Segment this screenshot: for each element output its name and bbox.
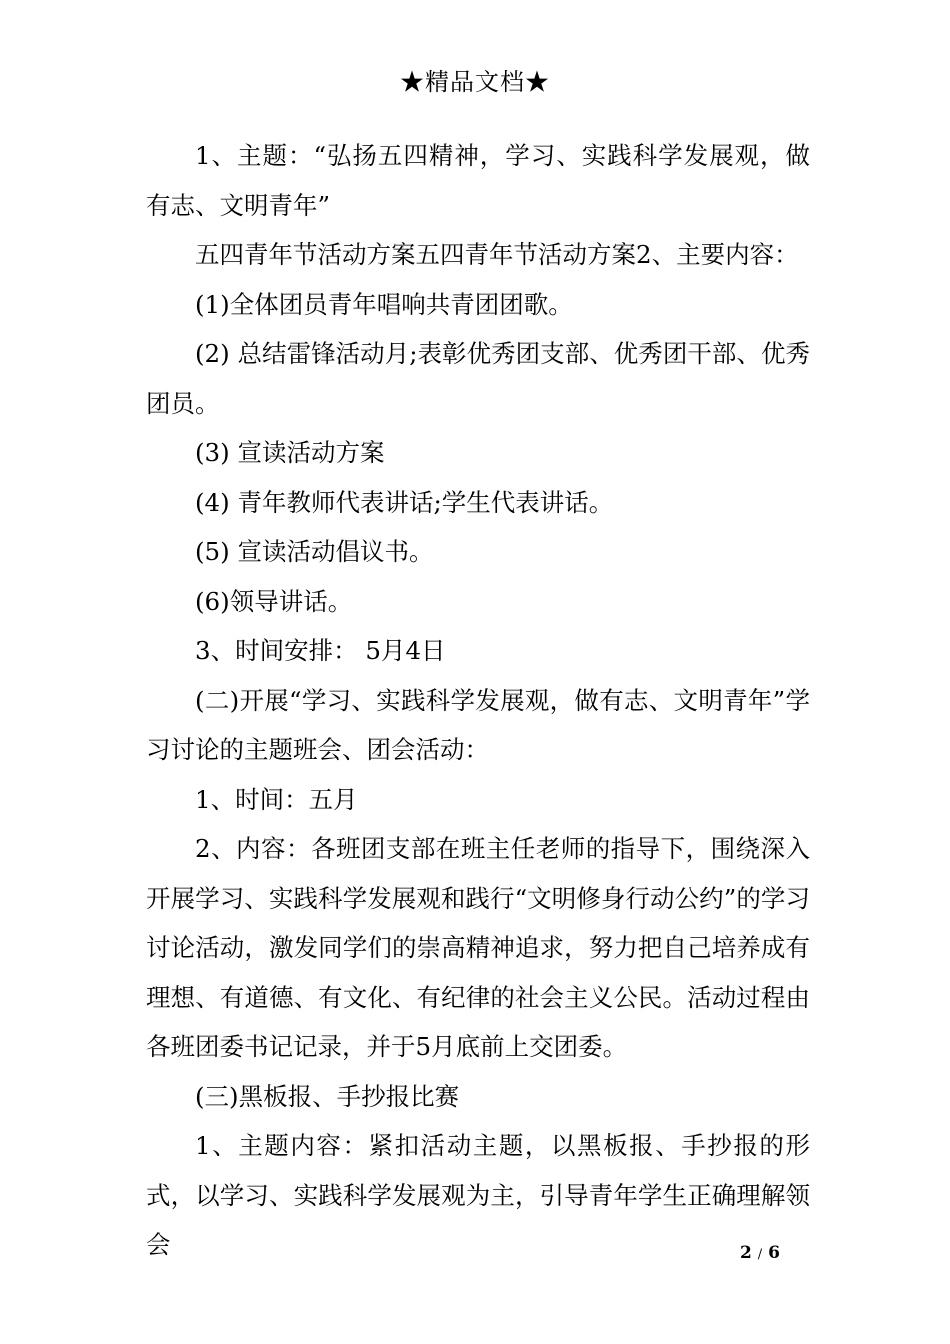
document-body — [146, 131, 810, 1270]
paragraph: 1、主题内容：紧扣活动主题，以黑板报、手抄报的形式，以学习、实践科学发展观为主，引导青年学生正确理解领会 — [146, 1131, 810, 1259]
paragraph: (1)全体团员青年唱响共青团团歌。 — [195, 289, 573, 319]
paragraph: 2、内容：各班团支部在班主任老师的指导下，围绕深入开展学习、实践科学发展观和践行“文明修身行动公约”的学习讨论活动，激发同学们的崇高精神追求，努力把自己培养成有理想、有道德、有文化、有纪律的社会主义公民。活动过程由各班团委书记记录，并于5月底前上交团委。 — [146, 834, 810, 1061]
paragraph: 3、时间安排： 5月4日 — [195, 636, 446, 665]
paragraph: (三)黑板报、手抄报比赛 — [195, 1081, 460, 1111]
paragraph: 1、时间：五月 — [195, 784, 358, 814]
paragraph: 1、主题：“弘扬五四精神，学习、实践科学发展观，做有志、文明青年” — [146, 141, 810, 220]
page-number-total: 6 — [768, 1243, 780, 1263]
paragraph: (4) 青年教师代表讲话;学生代表讲话。 — [195, 487, 614, 517]
paragraph: (二)开展“学习、实践科学发展观，做有志、文明青年”学习讨论的主题班会、团会活动： — [146, 685, 810, 764]
page-number-current: 2 — [740, 1243, 752, 1263]
paragraph: (3) 宣读活动方案 — [195, 438, 385, 467]
page-header-title: ★精品文档★ — [400, 68, 550, 96]
paragraph: (2) 总结雷锋活动月;表彰优秀团支部、优秀团干部、优秀团员。 — [146, 339, 810, 418]
page-number-separator: / — [757, 1247, 763, 1262]
paragraph: (5) 宣读活动倡议书。 — [195, 537, 434, 566]
page-number — [740, 1241, 780, 1267]
paragraph: 五四青年节活动方案五四青年节活动方案2、主要内容： — [195, 240, 799, 269]
paragraph: (6)领导讲话。 — [195, 586, 353, 616]
